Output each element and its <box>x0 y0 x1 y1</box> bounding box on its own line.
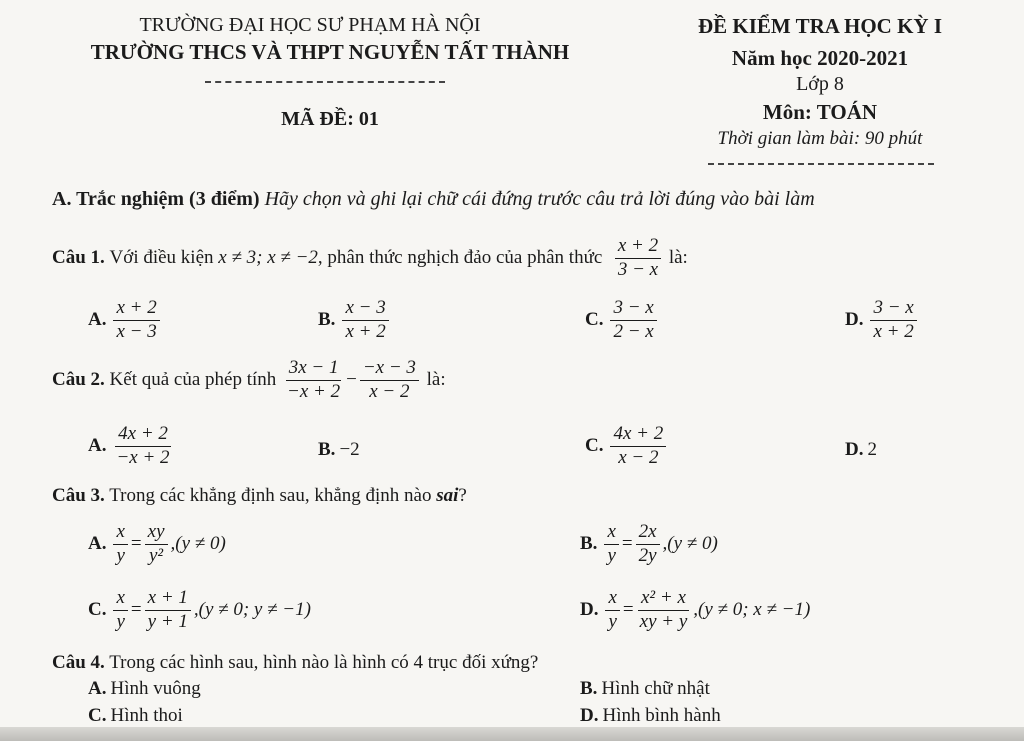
denominator: x − 3 <box>116 320 157 342</box>
question-3-qmark: ? <box>458 485 467 506</box>
option-fraction <box>113 298 159 342</box>
option-label: B. <box>580 533 598 555</box>
numerator: 3x − 1 <box>286 358 342 381</box>
question-1-text-c: là: <box>668 247 688 269</box>
question-2-label: Câu 2. <box>52 369 105 391</box>
equals-sign: = <box>622 599 634 621</box>
option-label: C. <box>585 309 604 331</box>
denominator: y <box>608 610 617 632</box>
left-fraction <box>604 522 618 566</box>
option-label: D. <box>580 599 599 621</box>
option-text: Hình vuông <box>110 678 201 699</box>
school-name-line2: TRƯỜNG THCS VÀ THPT NGUYỄN TẤT THÀNH <box>90 40 570 64</box>
numerator: 3 − x <box>610 298 656 321</box>
section-a-instruction: Hãy chọn và ghi lại chữ cái đứng trước câu trả lời đúng vào bài làm <box>264 188 815 210</box>
equals-sign: = <box>621 533 633 555</box>
q4-option-b[interactable] <box>580 678 710 700</box>
subject: Môn: TOÁN <box>762 100 878 124</box>
question-2-text-a: Kết quả của phép tính <box>109 369 277 391</box>
right-divider <box>708 163 934 165</box>
q4-option-c[interactable] <box>88 705 183 727</box>
q1-option-b[interactable] <box>318 298 392 342</box>
question-2-fraction-1 <box>284 358 343 402</box>
question-1-condition: x ≠ 3; x ≠ −2 <box>218 247 318 269</box>
question-3-label: Câu 3. <box>52 485 105 506</box>
right-fraction <box>636 522 660 566</box>
right-fraction <box>145 522 168 566</box>
numerator: x + 1 <box>145 588 191 611</box>
left-fraction <box>113 522 127 566</box>
page-bottom-edge <box>0 727 1024 741</box>
section-a-title: A. Trắc nghiệm (3 điểm) <box>52 188 260 210</box>
question-1-text-a: Với điều kiện <box>109 247 214 269</box>
school-year: Năm học 2020-2021 <box>731 46 909 70</box>
numerator: 2x <box>636 522 660 545</box>
option-fraction <box>610 424 666 468</box>
question-3 <box>52 485 467 507</box>
numerator: −x − 3 <box>360 358 419 381</box>
denominator: x + 2 <box>345 320 386 342</box>
option-fraction <box>870 298 916 342</box>
exam-duration: Thời gian làm bài: 90 phút <box>717 128 923 149</box>
option-value: 2 <box>867 439 877 460</box>
left-divider <box>205 81 445 83</box>
option-text: Hình thoi <box>110 705 183 726</box>
option-label: A. <box>88 309 107 331</box>
question-1-fraction <box>615 236 661 280</box>
minus-sign: − <box>346 369 357 391</box>
denominator: 3 − x <box>617 258 659 280</box>
q4-option-d[interactable] <box>580 705 721 727</box>
numerator: 4x + 2 <box>115 424 171 447</box>
denominator: xy + y <box>639 610 688 632</box>
denominator: x − 2 <box>369 380 410 402</box>
question-1-text-b: , phân thức nghịch đảo của phân thức <box>317 247 603 269</box>
denominator: −x + 2 <box>287 380 341 402</box>
question-4 <box>52 652 538 674</box>
numerator: x² + x <box>638 588 689 611</box>
q3-option-d[interactable] <box>580 588 810 632</box>
denominator: y + 1 <box>147 610 188 632</box>
numerator: x <box>604 522 618 545</box>
numerator: x − 3 <box>342 298 388 321</box>
right-fraction <box>637 588 691 632</box>
option-label: C. <box>88 599 107 621</box>
grade: Lớp 8 <box>796 73 844 95</box>
denominator: y <box>116 610 125 632</box>
q3-option-b[interactable] <box>580 522 718 566</box>
equals-sign: = <box>130 533 142 555</box>
numerator: x <box>113 588 127 611</box>
q2-option-c[interactable] <box>585 424 669 468</box>
option-label: A. <box>88 678 107 699</box>
denominator: x − 2 <box>618 446 659 468</box>
question-3-emphasis: sai <box>436 485 459 506</box>
option-value: −2 <box>339 439 360 460</box>
option-text: Hình chữ nhật <box>601 678 710 699</box>
q2-option-d[interactable] <box>845 439 877 461</box>
left-fraction <box>605 588 619 632</box>
option-label: C. <box>585 435 604 457</box>
q2-option-a[interactable] <box>88 424 176 468</box>
denominator: y <box>607 544 616 566</box>
exam-code: MÃ ĐỀ: 01 <box>281 108 379 130</box>
question-2-text-b: là: <box>426 369 446 391</box>
condition: ,(y ≠ 0) <box>170 533 226 555</box>
section-a <box>52 188 815 211</box>
question-4-text: Trong các hình sau, hình nào là hình có 4 trục đối xứng? <box>109 652 539 673</box>
option-label: C. <box>88 705 107 726</box>
option-label: D. <box>845 439 864 460</box>
option-fraction <box>342 298 388 342</box>
condition: ,(y ≠ 0; y ≠ −1) <box>193 599 311 621</box>
denominator: y <box>116 544 125 566</box>
option-label: D. <box>580 705 599 726</box>
q3-option-a[interactable] <box>88 522 226 566</box>
numerator: 3 − x <box>870 298 916 321</box>
question-2 <box>52 358 446 402</box>
question-1-label: Câu 1. <box>52 247 105 269</box>
denominator: 2 − x <box>613 320 654 342</box>
option-label: D. <box>845 309 864 331</box>
numerator: 4x + 2 <box>610 424 666 447</box>
option-label: B. <box>318 439 336 460</box>
numerator: x + 2 <box>615 236 661 259</box>
option-text: Hình bình hành <box>602 705 721 726</box>
exam-title: ĐỀ KIỂM TRA HỌC KỲ I <box>697 14 943 38</box>
option-fraction <box>610 298 656 342</box>
denominator: 2y <box>638 544 657 566</box>
option-label: A. <box>88 435 107 457</box>
numerator: x <box>605 588 619 611</box>
q4-option-a[interactable] <box>88 678 201 700</box>
question-2-fraction-2 <box>360 358 419 402</box>
numerator: xy <box>145 522 168 545</box>
option-label: B. <box>580 678 598 699</box>
question-3-text: Trong các khẳng định sau, khẳng định nào <box>109 485 432 506</box>
q3-option-c[interactable] <box>88 588 311 632</box>
denominator: y² <box>149 544 164 566</box>
denominator: x + 2 <box>873 320 914 342</box>
school-name-line1: TRƯỜNG ĐẠI HỌC SƯ PHẠM HÀ NỘI <box>139 14 481 36</box>
option-fraction <box>113 424 172 468</box>
left-fraction <box>113 588 127 632</box>
q1-option-d[interactable] <box>845 298 920 342</box>
q2-option-b[interactable] <box>318 439 360 461</box>
numerator: x <box>113 522 127 545</box>
right-fraction <box>145 588 191 632</box>
q1-option-a[interactable] <box>88 298 163 342</box>
question-1 <box>52 236 688 280</box>
numerator: x + 2 <box>113 298 159 321</box>
q1-option-c[interactable] <box>585 298 660 342</box>
denominator: −x + 2 <box>116 446 170 468</box>
condition: ,(y ≠ 0) <box>662 533 718 555</box>
question-4-label: Câu 4. <box>52 652 105 673</box>
option-label: B. <box>318 309 336 331</box>
option-label: A. <box>88 533 107 555</box>
equals-sign: = <box>130 599 142 621</box>
condition: ,(y ≠ 0; x ≠ −1) <box>693 599 811 621</box>
